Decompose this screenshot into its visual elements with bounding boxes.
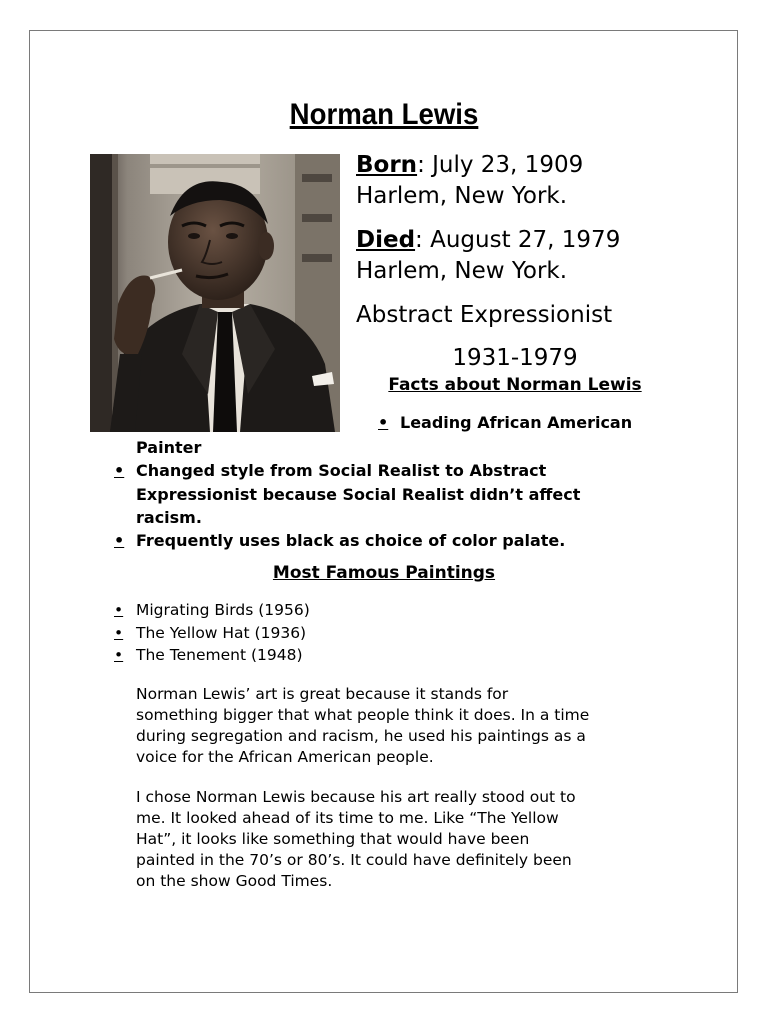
famous-paintings-title: Most Famous Paintings xyxy=(272,563,496,583)
fact-item-2-cont: racism. xyxy=(136,508,202,527)
born-place: Harlem, New York. xyxy=(356,183,568,209)
died-date: : August 27, 1979 xyxy=(415,227,621,253)
paragraph-2: I chose Norman Lewis because his art really stood out to me. It looked ahead of its time to me. Like “The Yellow Hat”, it looks like something that would have been painted in the 70’s or 80’s. It could have definitely been on the show Good Times. xyxy=(136,788,576,890)
bullet-icon: • xyxy=(114,601,124,619)
bullet-icon: • xyxy=(114,531,125,550)
born-block xyxy=(356,150,583,212)
born-date: : July 23, 1909 xyxy=(417,152,584,178)
painting-item: • Migrating Birds (1956) xyxy=(114,599,310,622)
bullet-icon: • xyxy=(114,624,124,642)
fact-item-3: • Frequently uses black as choice of color palate. xyxy=(114,531,566,550)
movement-text: Abstract Expressionist xyxy=(356,302,613,328)
fact-item-2-cont: Expressionist because Social Realist didn’t affect xyxy=(136,485,581,504)
fact-item-1: • Leading African American xyxy=(378,413,633,432)
fact-item-1-cont: Painter xyxy=(136,438,202,457)
facts-title: Facts about Norman Lewis xyxy=(388,375,642,395)
died-label: Died xyxy=(356,227,416,253)
paragraph-1: Norman Lewis’ art is great because it stands for something bigger that what people think it does. In a time during segregation and racism, he used his paintings as a voice for the African American people. xyxy=(136,685,590,766)
bullet-icon: • xyxy=(114,646,124,664)
page-title: Norman Lewis xyxy=(289,98,479,131)
fact-item-2: • Changed style from Social Realist to Abstract xyxy=(114,461,547,480)
died-block xyxy=(356,225,620,287)
died-place: Harlem, New York. xyxy=(356,258,568,284)
painting-item: • The Tenement (1948) xyxy=(114,644,303,667)
bullet-icon: • xyxy=(378,413,389,432)
portrait-photo xyxy=(90,154,340,432)
bullet-icon: • xyxy=(114,461,125,480)
active-years: 1931-1979 xyxy=(452,345,578,371)
born-label: Born xyxy=(356,152,418,178)
painting-item: • The Yellow Hat (1936) xyxy=(114,622,306,645)
